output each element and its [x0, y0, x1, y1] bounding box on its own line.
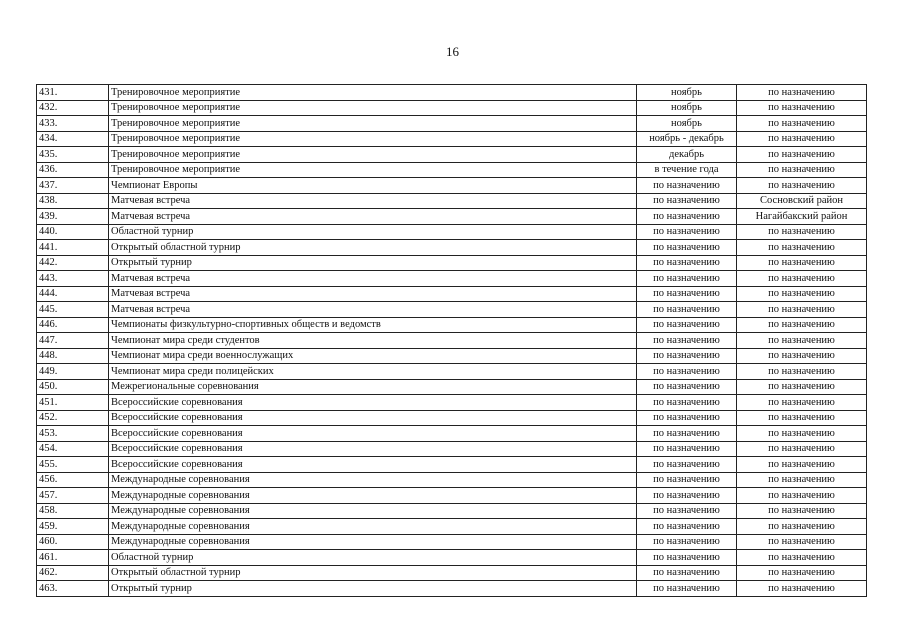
event-time-cell: по назначению — [637, 286, 737, 302]
table-row — [37, 534, 867, 550]
row-number-cell: 437. — [37, 178, 109, 194]
table-row — [37, 348, 867, 364]
event-place-cell: по назначению — [737, 162, 867, 178]
event-place-cell: по назначению — [737, 271, 867, 287]
event-place-cell: по назначению — [737, 116, 867, 132]
table-row — [37, 255, 867, 271]
event-place-cell: по назначению — [737, 503, 867, 519]
row-number-cell: 444. — [37, 286, 109, 302]
event-time-cell: по назначению — [637, 503, 737, 519]
event-time-cell: по назначению — [637, 457, 737, 473]
event-name-cell: Всероссийские соревнования — [109, 426, 637, 442]
event-place-cell: по назначению — [737, 550, 867, 566]
table-row — [37, 317, 867, 333]
table-row — [37, 550, 867, 566]
event-time-cell: по назначению — [637, 271, 737, 287]
event-time-cell: по назначению — [637, 379, 737, 395]
event-time-cell: по назначению — [637, 426, 737, 442]
table-row — [37, 193, 867, 209]
event-time-cell: ноябрь — [637, 116, 737, 132]
table-row — [37, 209, 867, 225]
event-time-cell: по назначению — [637, 193, 737, 209]
event-time-cell: по назначению — [637, 348, 737, 364]
row-number-cell: 440. — [37, 224, 109, 240]
row-number-cell: 445. — [37, 302, 109, 318]
row-number-cell: 435. — [37, 147, 109, 163]
event-place-cell: по назначению — [737, 255, 867, 271]
event-name-cell: Международные соревнования — [109, 519, 637, 535]
event-place-cell: по назначению — [737, 240, 867, 256]
event-name-cell: Чемпионат мира среди студентов — [109, 333, 637, 349]
event-name-cell: Международные соревнования — [109, 488, 637, 504]
event-time-cell: по назначению — [637, 317, 737, 333]
table-row — [37, 333, 867, 349]
table-row — [37, 100, 867, 116]
table-row — [37, 302, 867, 318]
row-number-cell: 431. — [37, 85, 109, 101]
table-row — [37, 395, 867, 411]
event-time-cell: по назначению — [637, 550, 737, 566]
event-place-cell: по назначению — [737, 178, 867, 194]
event-place-cell: по назначению — [737, 224, 867, 240]
event-time-cell: декабрь — [637, 147, 737, 163]
table-row — [37, 224, 867, 240]
row-number-cell: 433. — [37, 116, 109, 132]
event-time-cell: ноябрь - декабрь — [637, 131, 737, 147]
event-name-cell: Тренировочное мероприятие — [109, 147, 637, 163]
row-number-cell: 439. — [37, 209, 109, 225]
row-number-cell: 455. — [37, 457, 109, 473]
table-row — [37, 565, 867, 581]
event-name-cell: Чемпионаты физкультурно-спортивных обществ и ведомств — [109, 317, 637, 333]
event-name-cell: Тренировочное мероприятие — [109, 100, 637, 116]
event-time-cell: по назначению — [637, 472, 737, 488]
row-number-cell: 441. — [37, 240, 109, 256]
table-row — [37, 519, 867, 535]
row-number-cell: 446. — [37, 317, 109, 333]
event-name-cell: Открытый областной турнир — [109, 240, 637, 256]
event-name-cell: Межрегиональные соревнования — [109, 379, 637, 395]
event-place-cell: по назначению — [737, 519, 867, 535]
event-name-cell: Матчевая встреча — [109, 302, 637, 318]
row-number-cell: 432. — [37, 100, 109, 116]
event-time-cell: по назначению — [637, 333, 737, 349]
event-place-cell: по назначению — [737, 131, 867, 147]
event-name-cell: Открытый областной турнир — [109, 565, 637, 581]
table-row — [37, 472, 867, 488]
event-name-cell: Матчевая встреча — [109, 193, 637, 209]
row-number-cell: 454. — [37, 441, 109, 457]
event-time-cell: ноябрь — [637, 100, 737, 116]
event-name-cell: Международные соревнования — [109, 503, 637, 519]
row-number-cell: 436. — [37, 162, 109, 178]
event-name-cell: Областной турнир — [109, 550, 637, 566]
row-number-cell: 456. — [37, 472, 109, 488]
event-place-cell: по назначению — [737, 333, 867, 349]
row-number-cell: 438. — [37, 193, 109, 209]
event-place-cell: по назначению — [737, 410, 867, 426]
table-row — [37, 364, 867, 380]
event-place-cell: Сосновский район — [737, 193, 867, 209]
table-row — [37, 581, 867, 597]
event-name-cell: Чемпионат Европы — [109, 178, 637, 194]
event-place-cell: по назначению — [737, 472, 867, 488]
row-number-cell: 463. — [37, 581, 109, 597]
event-name-cell: Открытый турнир — [109, 255, 637, 271]
event-time-cell: по назначению — [637, 364, 737, 380]
event-time-cell: по назначению — [637, 441, 737, 457]
event-place-cell: по назначению — [737, 348, 867, 364]
row-number-cell: 451. — [37, 395, 109, 411]
row-number-cell: 449. — [37, 364, 109, 380]
event-place-cell: по назначению — [737, 441, 867, 457]
event-time-cell: по назначению — [637, 240, 737, 256]
event-time-cell: по назначению — [637, 395, 737, 411]
event-place-cell: по назначению — [737, 395, 867, 411]
event-name-cell: Чемпионат мира среди полицейских — [109, 364, 637, 380]
event-name-cell: Всероссийские соревнования — [109, 395, 637, 411]
event-name-cell: Тренировочное мероприятие — [109, 116, 637, 132]
event-place-cell: по назначению — [737, 426, 867, 442]
event-name-cell: Матчевая встреча — [109, 286, 637, 302]
table-row — [37, 488, 867, 504]
table-row — [37, 116, 867, 132]
event-name-cell: Всероссийские соревнования — [109, 441, 637, 457]
event-place-cell: по назначению — [737, 379, 867, 395]
table-row — [37, 178, 867, 194]
event-time-cell: в течение года — [637, 162, 737, 178]
table-row — [37, 441, 867, 457]
row-number-cell: 453. — [37, 426, 109, 442]
event-time-cell: по назначению — [637, 410, 737, 426]
event-name-cell: Открытый турнир — [109, 581, 637, 597]
event-name-cell: Матчевая встреча — [109, 271, 637, 287]
row-number-cell: 442. — [37, 255, 109, 271]
table-row — [37, 457, 867, 473]
table-row — [37, 426, 867, 442]
row-number-cell: 450. — [37, 379, 109, 395]
events-table — [36, 84, 867, 597]
event-time-cell: по назначению — [637, 565, 737, 581]
event-place-cell: по назначению — [737, 364, 867, 380]
event-place-cell: по назначению — [737, 317, 867, 333]
row-number-cell: 462. — [37, 565, 109, 581]
event-place-cell: по назначению — [737, 565, 867, 581]
event-place-cell: по назначению — [737, 534, 867, 550]
table-row — [37, 410, 867, 426]
row-number-cell: 443. — [37, 271, 109, 287]
event-place-cell: по назначению — [737, 488, 867, 504]
event-time-cell: по назначению — [637, 255, 737, 271]
event-time-cell: по назначению — [637, 519, 737, 535]
row-number-cell: 460. — [37, 534, 109, 550]
row-number-cell: 448. — [37, 348, 109, 364]
table-row — [37, 379, 867, 395]
event-time-cell: по назначению — [637, 534, 737, 550]
table-row — [37, 286, 867, 302]
events-table-body — [37, 85, 867, 597]
row-number-cell: 434. — [37, 131, 109, 147]
event-place-cell: Нагайбакский район — [737, 209, 867, 225]
event-time-cell: ноябрь — [637, 85, 737, 101]
event-name-cell: Международные соревнования — [109, 472, 637, 488]
event-name-cell: Тренировочное мероприятие — [109, 162, 637, 178]
event-place-cell: по назначению — [737, 302, 867, 318]
page-number: 16 — [446, 44, 459, 59]
row-number-cell: 447. — [37, 333, 109, 349]
event-time-cell: по назначению — [637, 209, 737, 225]
table-row — [37, 131, 867, 147]
event-time-cell: по назначению — [637, 224, 737, 240]
table-row — [37, 162, 867, 178]
table-row — [37, 85, 867, 101]
row-number-cell: 457. — [37, 488, 109, 504]
event-name-cell: Всероссийские соревнования — [109, 410, 637, 426]
row-number-cell: 459. — [37, 519, 109, 535]
event-name-cell: Областной турнир — [109, 224, 637, 240]
table-row — [37, 147, 867, 163]
row-number-cell: 458. — [37, 503, 109, 519]
event-time-cell: по назначению — [637, 581, 737, 597]
event-time-cell: по назначению — [637, 488, 737, 504]
event-place-cell: по назначению — [737, 581, 867, 597]
event-place-cell: по назначению — [737, 85, 867, 101]
event-name-cell: Матчевая встреча — [109, 209, 637, 225]
event-name-cell: Тренировочное мероприятие — [109, 85, 637, 101]
table-row — [37, 503, 867, 519]
event-place-cell: по назначению — [737, 147, 867, 163]
table-row — [37, 240, 867, 256]
table-row — [37, 271, 867, 287]
event-name-cell: Тренировочное мероприятие — [109, 131, 637, 147]
event-time-cell: по назначению — [637, 178, 737, 194]
row-number-cell: 461. — [37, 550, 109, 566]
row-number-cell: 452. — [37, 410, 109, 426]
event-time-cell: по назначению — [637, 302, 737, 318]
event-place-cell: по назначению — [737, 286, 867, 302]
event-place-cell: по назначению — [737, 100, 867, 116]
event-place-cell: по назначению — [737, 457, 867, 473]
event-name-cell: Всероссийские соревнования — [109, 457, 637, 473]
event-name-cell: Чемпионат мира среди военнослужащих — [109, 348, 637, 364]
event-name-cell: Международные соревнования — [109, 534, 637, 550]
